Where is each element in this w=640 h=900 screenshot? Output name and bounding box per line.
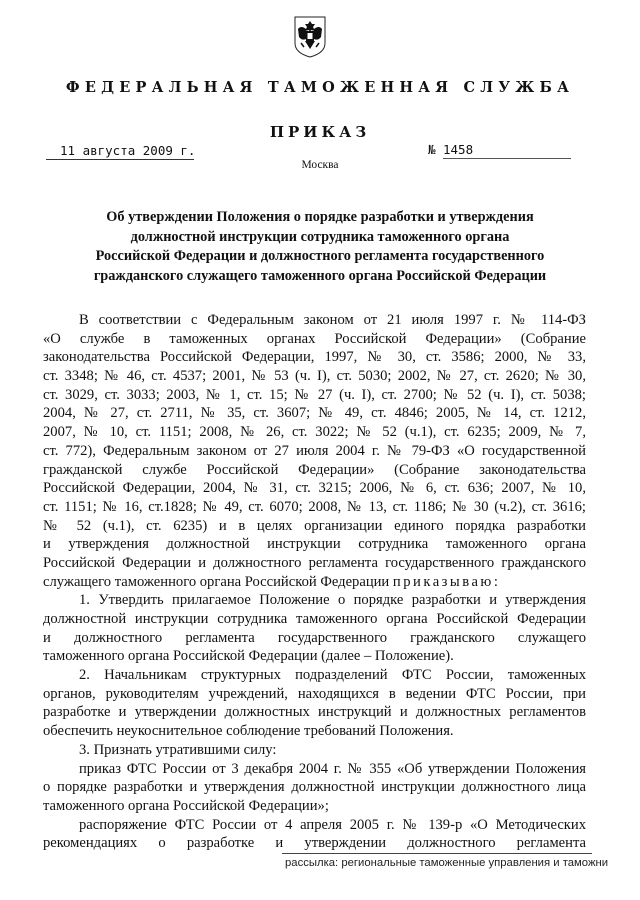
item-3-sub2-line: распоряжение ФТС России от 4 апреля 2005 г. № 139-р «О Методических xyxy=(79,816,586,833)
agency-name: ФЕДЕРАЛЬНАЯ ТАМОЖЕННАЯ СЛУЖБА xyxy=(65,79,575,96)
body-line: законодательства Российской Федерации, 1997, № 30, ст. 3586; 2000, № 33, xyxy=(43,349,586,366)
item-2-line: органов, руководителям учреждений, находящихся в ведении ФТС России, при xyxy=(43,685,586,702)
order-word: приказываю: xyxy=(392,573,501,590)
body-line: ст. 3348; № 46, ст. 4537; 2001, № 53 (ч. I), ст. 5030; 2002, № 27, ст. 2620; № 30, xyxy=(43,368,586,385)
item-3-sub2-line: рекомендациях о разработке и утверждении должностного регламента xyxy=(43,835,586,852)
item-1-line: и должностного регламента государственного гражданского служащего xyxy=(43,629,586,646)
body-line: ст. 3029, ст. 3033; 2003, № 1, ст. 15; № 27 (ч. I), ст. 2700; № 52 (ч. I), ст. 5038; xyxy=(43,386,586,403)
item-2-line: обеспечить неукоснительное соблюдение требований Положения. xyxy=(43,723,454,740)
title-line: Об утверждении Положения о порядке разработки и утверждения xyxy=(106,209,534,225)
body-line: «О службе в таможенных органах Российской Федерации» (Собрание xyxy=(43,330,586,347)
body-line: Российской Федерации и должностного регламента государственного гражданского xyxy=(43,554,586,571)
item-3-sub1-line: таможенного органа Российской Федерации»; xyxy=(43,797,329,814)
body-line: 2007, № 10, ст. 1151; 2008, № 26, ст. 3022; № 52 (ч.1), ст. 6235; 2009, № 7, xyxy=(43,424,586,441)
body-line: Российской Федерации, 2004, № 31, ст. 3215; 2006, № 6, ст. 636; 2007, № 10, xyxy=(43,480,586,497)
footer-divider xyxy=(282,853,592,854)
item-2-line: разработке и утверждении должностных инструкций и должностных регламентов xyxy=(43,704,586,721)
body-line: № 52 (ч.1), ст. 6235) и в целях организации единого порядка разработки xyxy=(43,517,586,534)
title-line: гражданского служащего таможенного органа Российской Федерации xyxy=(93,267,547,284)
order-date-value: 11 августа 2009 г. xyxy=(60,143,196,158)
title-line: Российской Федерации и должностного регламента государственного xyxy=(95,248,545,264)
document-body xyxy=(43,311,586,853)
preamble-end: служащего таможенного органа Российской Федерации xyxy=(43,573,393,590)
distribution-note: рассылка: региональные таможенные управления и таможни xyxy=(285,857,609,869)
item-2-line: 2. Начальникам структурных подразделений ФТС России, таможенных xyxy=(79,667,586,684)
item-3-sub1-line: о порядке разработки и утверждения должностной инструкции должностного лица xyxy=(43,779,586,796)
body-line: гражданской службе Российской Федерации» (Собрание законодательства xyxy=(43,461,586,478)
body-line: ст. 772), Федеральным законом от 27 июля 2004 г. № 79-ФЗ «О государственной xyxy=(43,442,586,459)
item-3-heading: 3. Признать утратившими силу: xyxy=(79,741,277,758)
title-line: должностной инструкции сотрудника таможенного органа xyxy=(130,228,510,245)
city: Москва xyxy=(301,159,339,171)
item-1-line: должностной инструкции сотрудника таможенного органа Российской Федерации xyxy=(43,611,586,627)
item-1-line: таможенного органа Российской Федерации (далее – Положение). xyxy=(43,648,454,665)
body-line: В соответствии с Федеральным законом от 21 июля 1997 г. № 114-ФЗ xyxy=(79,312,586,328)
order-number-label: № xyxy=(428,142,436,157)
russian-coat-of-arms-icon xyxy=(293,13,327,59)
body-line: ст. 1151; № 16, ст.1828; № 49, ст. 6070; 2008, № 13, ст. 1186; № 30 (ч.2), ст. 3616; xyxy=(43,498,586,515)
document-title xyxy=(60,208,580,286)
order-date xyxy=(46,143,194,160)
item-1-line: 1. Утвердить прилагаемое Положение о порядке разработки и утверждения xyxy=(79,592,586,609)
body-line xyxy=(43,573,586,592)
document-type: ПРИКАЗ xyxy=(269,123,371,141)
order-number: 1458 xyxy=(443,142,571,159)
item-3-sub1-line: приказ ФТС России от 3 декабря 2004 г. № 355 «Об утверждении Положения xyxy=(79,760,586,777)
body-line: и утверждения должностной инструкции сотрудника таможенного органа xyxy=(43,536,586,553)
body-line: 2004, № 27, ст. 2711, № 35, ст. 3607; № 49, ст. 4846; 2005, № 14, ст. 1212, xyxy=(43,405,586,422)
